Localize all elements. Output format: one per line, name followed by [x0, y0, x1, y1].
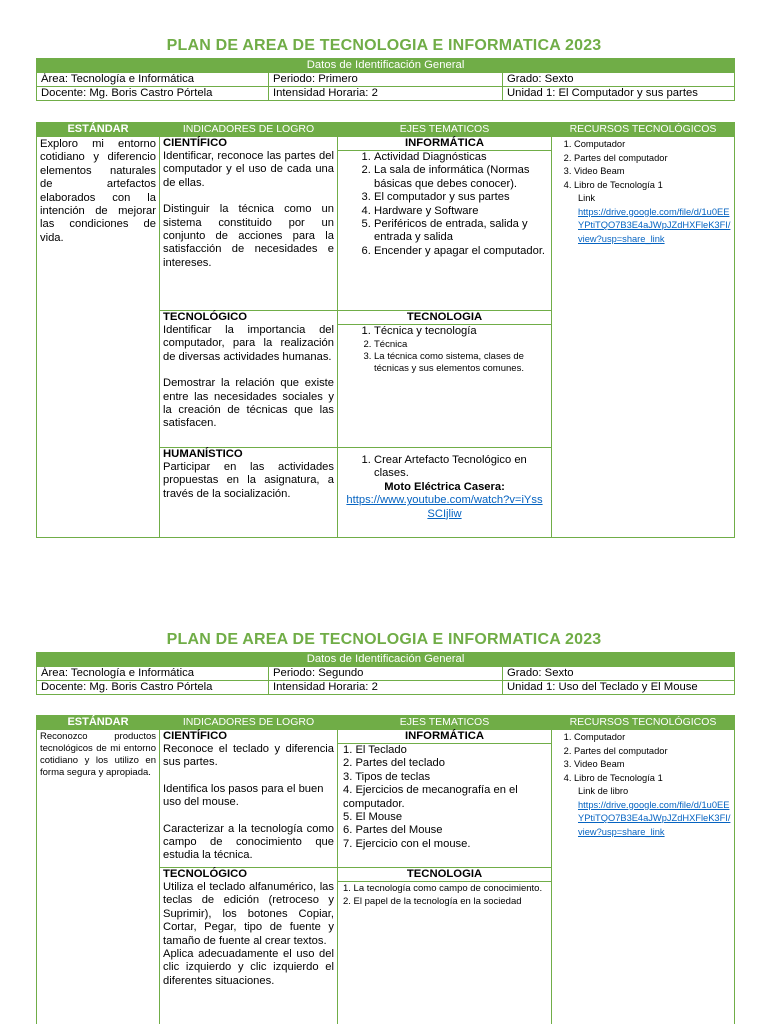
- list-item: 1. Computador: [574, 731, 732, 745]
- indicator-text: Identifica los pasos para el buen uso del mouse.: [163, 782, 324, 809]
- unidad-cell: Unidad 1: Uso del Teclado y El Mouse: [503, 681, 735, 695]
- plan-table: [36, 122, 735, 538]
- indicator-text: Distinguir la técnica como un sistema constituido por un conjunto de acciones para la satisfacción de necesidades e intereses.: [163, 203, 334, 269]
- indicator-text: Utiliza el teclado alfanumérico, las teclas de edición (retroceso y Suprimir), los botones Copiar, Cortar, Pegar, tipo de fuente y tamaño de fuente al crear textos.: [163, 881, 334, 947]
- header-estandar: ESTÁNDAR: [37, 716, 160, 730]
- indicator-text: Reconoce el teclado y diferencia sus partes.: [163, 743, 334, 769]
- plan-title: PLAN DE AREA DE TECNOLOGIA E INFORMATICA 2023: [166, 37, 602, 54]
- list-item: 4. Libro de Tecnología 1: [574, 772, 732, 786]
- periodo-cell: Periodo: Segundo: [269, 667, 503, 681]
- list-item: 4. Libro de Tecnología 1: [574, 179, 732, 193]
- list-item: 5. Periféricos de entrada, salida y entrada y salida: [374, 218, 547, 245]
- humanistico-topics: [338, 448, 552, 538]
- drive-link[interactable]: https://drive.google.com/file/d/1u0EEYPtiTQO7B3E4aJWpJZdHXFleK3FI/view?usp=share_link: [578, 206, 731, 244]
- list-item: 3. La técnica como sistema, clases de técnicas y sus elementos comunes.: [374, 351, 547, 375]
- indicator-text: Identificar, reconoce las partes del computador y el uso de cada una de ellas.: [163, 150, 334, 189]
- list-item: 6. Partes del Mouse: [343, 824, 443, 837]
- id-header: Datos de Identificación General: [37, 653, 735, 667]
- informatica-topics: [338, 730, 552, 868]
- id-header: Datos de Identificación General: [37, 59, 735, 73]
- cientifico-title: CIENTÍFICO: [163, 730, 228, 742]
- list-item: 3. Video Beam: [574, 758, 732, 772]
- header-indicadores: INDICADORES DE LOGRO: [160, 123, 338, 137]
- docente-cell: Docente: Mg. Boris Castro Pórtela: [37, 681, 269, 695]
- header-recursos: RECURSOS TECNOLÓGICOS: [552, 123, 735, 137]
- informatica-topics: [338, 137, 552, 311]
- docente-cell: Docente: Mg. Boris Castro Pórtela: [37, 87, 269, 101]
- informatica-title: INFORMÁTICA: [338, 137, 551, 151]
- area-cell: Área: Tecnología e Informática: [37, 73, 269, 87]
- list-item: 1. El Teclado: [343, 744, 407, 756]
- tecnologia-title: TECNOLOGIA: [338, 868, 551, 882]
- recursos-sub: Link de libro: [578, 786, 629, 796]
- header-indicadores: INDICADORES DE LOGRO: [160, 716, 338, 730]
- list-item: 6. Encender y apagar el computador.: [374, 245, 547, 258]
- list-item: 7. Ejercicio con el mouse.: [343, 837, 471, 850]
- plan-title: PLAN DE AREA DE TECNOLOGIA E INFORMATICA 2023: [166, 631, 602, 648]
- recursos-cell: [552, 137, 735, 538]
- indicator-text: Demostrar la relación que existe entre las necesidades sociales y la creación de técnicas que las satisfacen.: [163, 377, 334, 430]
- area-cell: Área: Tecnología e Informática: [37, 667, 269, 681]
- indicator-text: Participar en las actividades propuestas en la asignatura, a través de la socialización.: [163, 461, 334, 500]
- intensidad-cell: Intensidad Horaria: 2: [269, 87, 503, 101]
- humanistico-indicator: [160, 448, 338, 538]
- indicator-text: Aplica adecuadamente el uso del clic izquierdo y clic izquierdo el diferentes situaciones.: [163, 948, 334, 987]
- header-recursos: RECURSOS TECNOLÓGICOS: [552, 716, 735, 730]
- header-ejes: EJES TEMATICOS: [338, 123, 552, 137]
- moto-title: Moto Eléctrica Casera:: [384, 480, 505, 493]
- estandar-cell: Reconozco productos tecnológicos de mi entorno cotidiano y los utilizo en forma segura y apropiada.: [37, 730, 160, 1024]
- tecnologico-indicator: [160, 868, 338, 1024]
- recursos-sub: Link: [578, 193, 596, 203]
- grado-cell: Grado: Sexto: [503, 73, 735, 87]
- cientifico-indicator: [160, 730, 338, 868]
- indicator-text: Caracterizar a la tecnología como campo de conocimiento que estudia la técnica.: [163, 822, 334, 862]
- cientifico-indicator: [160, 137, 338, 311]
- list-item: 2. Técnica: [374, 338, 547, 351]
- identification-table: [36, 58, 735, 101]
- list-item: 5. El Mouse: [343, 811, 403, 824]
- list-item: 2. Partes del computador: [574, 745, 732, 759]
- youtube-link[interactable]: https://www.youtube.com/watch?v=iYssSCIjliw: [346, 494, 543, 520]
- list-item: 1. Computador: [574, 138, 732, 152]
- grado-cell: Grado: Sexto: [503, 667, 735, 681]
- header-estandar: ESTÁNDAR: [37, 123, 160, 137]
- recursos-cell: [552, 730, 735, 1024]
- plan-table: [36, 715, 735, 1024]
- list-item: 3. El computador y sus partes: [374, 191, 547, 204]
- list-item: 3. Video Beam: [574, 165, 732, 179]
- intensidad-cell: Intensidad Horaria: 2: [269, 681, 503, 695]
- list-item: 3. Tipos de teclas: [343, 770, 431, 783]
- list-item: 1. La tecnología como campo de conocimiento.: [343, 883, 543, 894]
- identification-table: [36, 652, 735, 695]
- periodo-cell: Periodo: Primero: [269, 73, 503, 87]
- list-item: 1. Técnica y tecnología: [374, 325, 547, 338]
- tecnologico-title: TECNOLÓGICO: [163, 868, 248, 880]
- drive-link[interactable]: https://drive.google.com/file/d/1u0EEYPtiTQO7B3E4aJWpJZdHXFleK3FI/view?usp=share_link: [578, 799, 731, 837]
- tecnologia-topics: [338, 868, 552, 1024]
- unidad-cell: Unidad 1: El Computador y sus partes: [503, 87, 735, 101]
- list-item: 2. Partes del computador: [574, 152, 732, 166]
- list-item: 4. Hardware y Software: [374, 205, 547, 218]
- list-item: 2. La sala de informática (Normas básicas que debes conocer).: [374, 164, 547, 191]
- header-ejes: EJES TEMATICOS: [338, 716, 552, 730]
- informatica-title: INFORMÁTICA: [338, 730, 551, 744]
- estandar-cell: Exploro mi entorno cotidiano y diferencio elementos naturales de artefactos elaborados con la intención de mejorar las condiciones de vida.: [37, 137, 160, 538]
- tecnologico-indicator: [160, 311, 338, 448]
- list-item: 4. Ejercicios de mecanografía en el computador.: [343, 784, 518, 810]
- list-item: 1. Crear Artefacto Tecnológico en clases.: [374, 454, 549, 481]
- list-item: 2. Partes del teclado: [343, 757, 445, 770]
- list-item: 2. El papel de la tecnología en la sociedad: [343, 896, 522, 907]
- humanistico-title: HUMANÍSTICO: [163, 448, 243, 460]
- indicator-text: Identificar la importancia del computador, para la realización de diversas actividades humanas.: [163, 324, 334, 363]
- list-item: 1. Actividad Diagnósticas: [374, 151, 547, 164]
- cientifico-title: CIENTÍFICO: [163, 137, 228, 149]
- tecnologia-title: TECNOLOGIA: [338, 311, 551, 325]
- tecnologia-topics: [338, 311, 552, 448]
- tecnologico-title: TECNOLÓGICO: [163, 311, 248, 323]
